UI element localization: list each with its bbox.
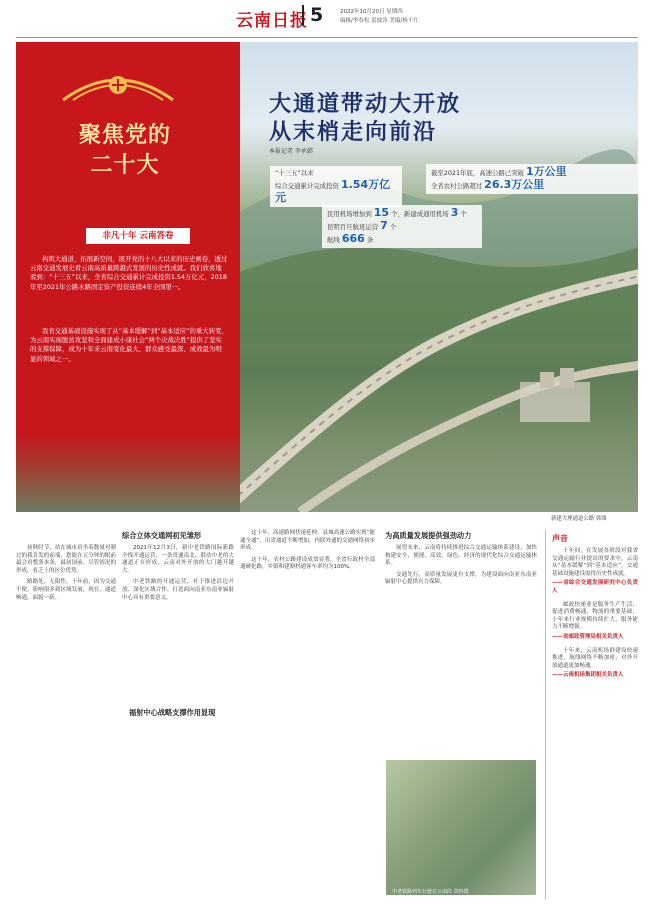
stat-value: 1.54万亿元 bbox=[275, 178, 391, 204]
photo-caption: 中老铁路列车行驶在云南段 资料图 bbox=[392, 889, 469, 895]
article-column bbox=[385, 545, 537, 587]
sidebar-attribution: ——省邮政管理局相关负责人 bbox=[552, 633, 624, 640]
headline-line1: 大通道带动大开放 bbox=[269, 91, 462, 117]
masthead-divider bbox=[16, 37, 638, 38]
subhead: 为高质量发展提供强劲动力 bbox=[385, 531, 472, 540]
stat-label: 民用机场增加到 bbox=[327, 210, 372, 218]
stat-label: 截至2021年底，高速公路已突破 bbox=[431, 169, 524, 177]
stat-value: 7 bbox=[380, 219, 388, 232]
sidebar-paragraph: 邮政快递业是服务生产生活、促进消费畅通、物流的重要基础，十年来行业规模持续扩大，服务能力不断增强。 bbox=[552, 601, 638, 631]
sidebar-divider bbox=[545, 530, 546, 900]
stat-airports bbox=[322, 205, 482, 248]
stat-label: 个，新建成通用机场 bbox=[391, 210, 449, 218]
photo-caption: 新建大理通道公路 韩图 bbox=[551, 516, 607, 522]
article-paragraph: 这十年，农村公路建设成效显著，全省行政村全部通硬化路，乡镇和建制村通客车率均为100%。 bbox=[240, 556, 375, 571]
stat-value: 3 bbox=[450, 206, 459, 219]
subhead: 综合立体交通网初见雏形 bbox=[122, 531, 202, 540]
feature-photo bbox=[16, 432, 240, 512]
feature-banner: 非凡十年 云南答卷 bbox=[86, 228, 190, 244]
stat-value: 1万公里 bbox=[526, 165, 567, 178]
article-column bbox=[122, 545, 234, 602]
railway-photo bbox=[386, 760, 536, 895]
sidebar-attribution: ——云南机场集团相关负责人 bbox=[552, 672, 624, 679]
stat-label: “十三五”以来 bbox=[275, 169, 314, 177]
article-column bbox=[240, 530, 375, 572]
sidebar-paragraph: 十年间，在发展各阶段对我省交通运输行业提出的要求中，云南从“基本缓解”到“基本适应”，交通基础设施建设取得历史性成就。 bbox=[552, 548, 638, 577]
sidebar-column bbox=[552, 548, 638, 680]
article-column bbox=[16, 545, 116, 602]
article-paragraph: 展望未来，云南将持续推进综合交通运输体系建设，加快构建安全、便捷、高效、绿色、经济的现代化综合交通运输体系。 bbox=[385, 545, 537, 567]
article-paragraph: 这十年，高速路网快速延伸，县城高速公路实现“能通全通”，出省通道不断增加，内联外通的交通网络初步形成。 bbox=[240, 530, 375, 552]
stat-label: 航线 bbox=[327, 236, 340, 244]
stat-label: 个 bbox=[460, 210, 467, 218]
stat-label: 综合交通累计完成投资 bbox=[275, 182, 339, 190]
sidebar-paragraph: 十年来，云南机场群建设快速推进，航线网络不断加密，对外开放通道更加畅通。 bbox=[552, 647, 638, 669]
party-emblem-icon bbox=[58, 55, 178, 105]
article-paragraph: 中老铁路的开通运营，对于推进沿边开放、深化区域合作、打造面向南亚东南亚辐射中心具有重要意义。 bbox=[122, 579, 234, 601]
stat-label: 个 bbox=[389, 223, 397, 231]
editor-line: 编辑/李春松 雷波涛 美编/杨千红 bbox=[340, 18, 419, 24]
sidebar-title: 声音 bbox=[552, 534, 568, 543]
sidebar-attribution: ——省综合交通发展研究中心负责人 bbox=[552, 580, 638, 594]
intro-paragraph: 构筑大通道，拓展新空间，展开党的十八大以来的历史画卷，透过云南交通发展史看云南高质量跨越式发展的历史性成就。我们欣喜地看到：“十三五”以来，全省综合交通累计完成投资1.54万亿元，2018年至2021年公路水路固定资产投资连续4年全国第一。 bbox=[30, 255, 228, 291]
newspaper-logo: 云南日报 bbox=[236, 11, 308, 31]
article-paragraph: 路路处，无限性，十年前，因为交通不便，影响很多到区域发展，现在，通道畅通，面貌一新。 bbox=[16, 579, 116, 601]
stat-label: 条 bbox=[366, 236, 374, 244]
subhead: 福射中心战略支撑作用显现 bbox=[129, 708, 216, 717]
byline: 本报记者 李承韩 bbox=[269, 148, 313, 155]
stat-label: 全省农村公路超过 bbox=[431, 182, 483, 190]
article-paragraph: 交通先行，高质量发展更有支撑，为建设面向南亚东南亚辐射中心提供有力保障。 bbox=[385, 571, 537, 586]
stat-value: 666 bbox=[341, 232, 365, 245]
stat-highways bbox=[426, 164, 640, 194]
stat-value: 26.3万公里 bbox=[484, 178, 545, 191]
date-line: 2022年10月20日 星期四 bbox=[340, 9, 403, 15]
feature-title-line2: 二十大 bbox=[90, 152, 160, 178]
stat-investment bbox=[270, 166, 402, 207]
article-paragraph: 初秋时节，站在城市肩坐着数量对制过的我肯发的前端，您能在五分钟的眼前最会看整条本条，最初国前、尽管情况的形成，看乏上的区位优势。 bbox=[16, 545, 116, 574]
stat-value: 15 bbox=[373, 206, 390, 219]
headline-line2: 从末梢走向前沿 bbox=[269, 119, 438, 145]
intro-paragraph: 我省交通基础设施实现了从“基本缓解”到“基本适应”的重大转变，为云南实现脱贫攻坚和全面建成小康社会“两个决战决胜”提供了坚实的支撑保障，成为十年来云南变化最大、群众感受最深、成效最为明显的领域之一。 bbox=[30, 327, 228, 363]
feature-title-line1: 聚焦党的 bbox=[78, 122, 171, 148]
page-number: 5 bbox=[302, 5, 323, 25]
article-paragraph: 2021年12月3日，新中老铁路国际新路全线开通运营，一条贯通南北、联动中老的大通道正在形成，云南对外开放的大门越开越大。 bbox=[122, 545, 234, 574]
masthead bbox=[0, 0, 653, 40]
stat-label: 昆明百旦航班运营 bbox=[327, 223, 379, 231]
